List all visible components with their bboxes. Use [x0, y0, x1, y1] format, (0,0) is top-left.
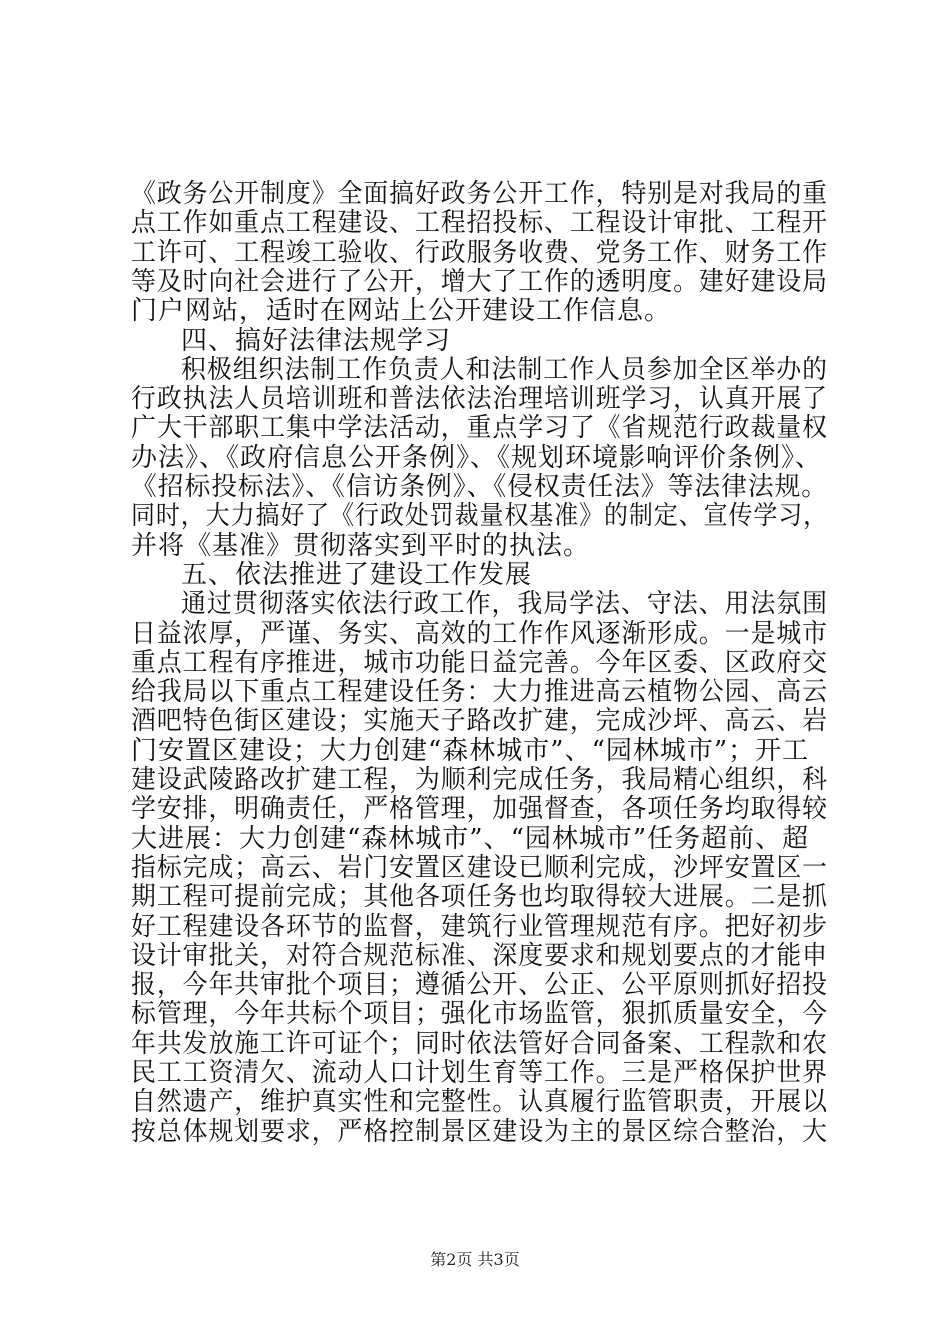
text-line: 按总体规划要求，严格控制景区建设为主的景区综合整治，大: [131, 1116, 829, 1147]
text-line: 并将《基准》贯彻落实到平时的执法。: [131, 530, 591, 561]
text-line: 年共发放施工许可证个；同时依法管好合同备案、工程款和农: [131, 1028, 829, 1059]
text-line: 四、搞好法律法规学习: [181, 325, 452, 356]
text-line: 通过贯彻落实依法行政工作，我局学法、守法、用法氛围: [181, 589, 829, 620]
page-footer: 第2页 共3页: [430, 1250, 520, 1269]
text-line: 积极组织法制工作负责人和法制工作人员参加全区举办的: [181, 354, 829, 385]
text-line: 建设武陵路改扩建工程，为顺利完成任务，我局精心组织，科: [131, 765, 829, 795]
text-line: 《政务公开制度》全面搞好政务公开工作，特别是对我局的重: [131, 179, 829, 209]
text-line: 办法》、《政府信息公开条例》、《规划环境影响评价条例》、: [131, 442, 823, 473]
text-line: 期工程可提前完成；其他各项任务也均取得较大进展。二是抓: [131, 882, 829, 913]
text-line: 酒吧特色街区建设；实施天子路改扩建，完成沙坪、高云、岩: [131, 706, 829, 737]
text-line: 大进展：大力创建“森林城市”、“园林城市”任务超前、超: [131, 823, 810, 854]
text-line: 日益浓厚，严谨、务实、高效的工作作风逐渐形成。一是城市: [131, 618, 829, 649]
text-line: 民工工资清欠、流动人口计划生育等工作。三是严格保护世界: [131, 1058, 829, 1088]
text-line: 好工程建设各环节的监督，建筑行业管理规范有序。把好初步: [131, 911, 829, 942]
text-line: 重点工程有序推进，城市功能日益完善。今年区委、区政府交: [131, 647, 829, 678]
text-line: 门户网站，适时在网站上公开建设工作信息。: [131, 296, 672, 327]
text-line: 工许可、工程竣工验收、行政服务收费、党务工作、财务工作: [131, 237, 829, 268]
text-line: 自然遗产，维护真实性和完整性。认真履行监管职责，开展以: [131, 1087, 829, 1118]
text-line: 报，今年共审批个项目；遵循公开、公正、公平原则抓好招投: [131, 970, 829, 1001]
text-line: 点工作如重点工程建设、工程招投标、工程设计审批、工程开: [131, 208, 829, 239]
text-line: 《招标投标法》、《信访条例》、《侵权责任法》等法律法规。: [131, 472, 829, 502]
text-line: 设计审批关，对符合规范标准、深度要求和规划要点的才能申: [131, 940, 829, 971]
text-line: 行政执法人员培训班和普法依法治理培训班学习，认真开展了: [131, 384, 829, 415]
text-line: 学安排，明确责任，严格管理，加强督查，各项任务均取得较: [131, 794, 829, 825]
text-line: 指标完成；高云、岩门安置区建设已顺利完成，沙坪安置区一: [131, 852, 829, 883]
text-line: 五、依法推进了建设工作发展: [181, 559, 533, 590]
text-line: 广大干部职工集中学法活动，重点学习了《省规范行政裁量权: [131, 413, 829, 444]
text-line: 门安置区建设；大力创建“森林城市”、“园林城市”；开工: [131, 735, 810, 766]
text-line: 给我局以下重点工程建设任务：大力推进高云植物公园、高云: [131, 677, 829, 708]
text-line: 标管理，今年共标个项目；强化市场监管，狠抓质量安全，今: [131, 999, 829, 1030]
text-line: 等及时向社会进行了公开，增大了工作的透明度。建好建设局: [131, 266, 829, 297]
text-line: 同时，大力搞好了《行政处罚裁量权基准》的制定、宣传学习，: [131, 501, 829, 532]
